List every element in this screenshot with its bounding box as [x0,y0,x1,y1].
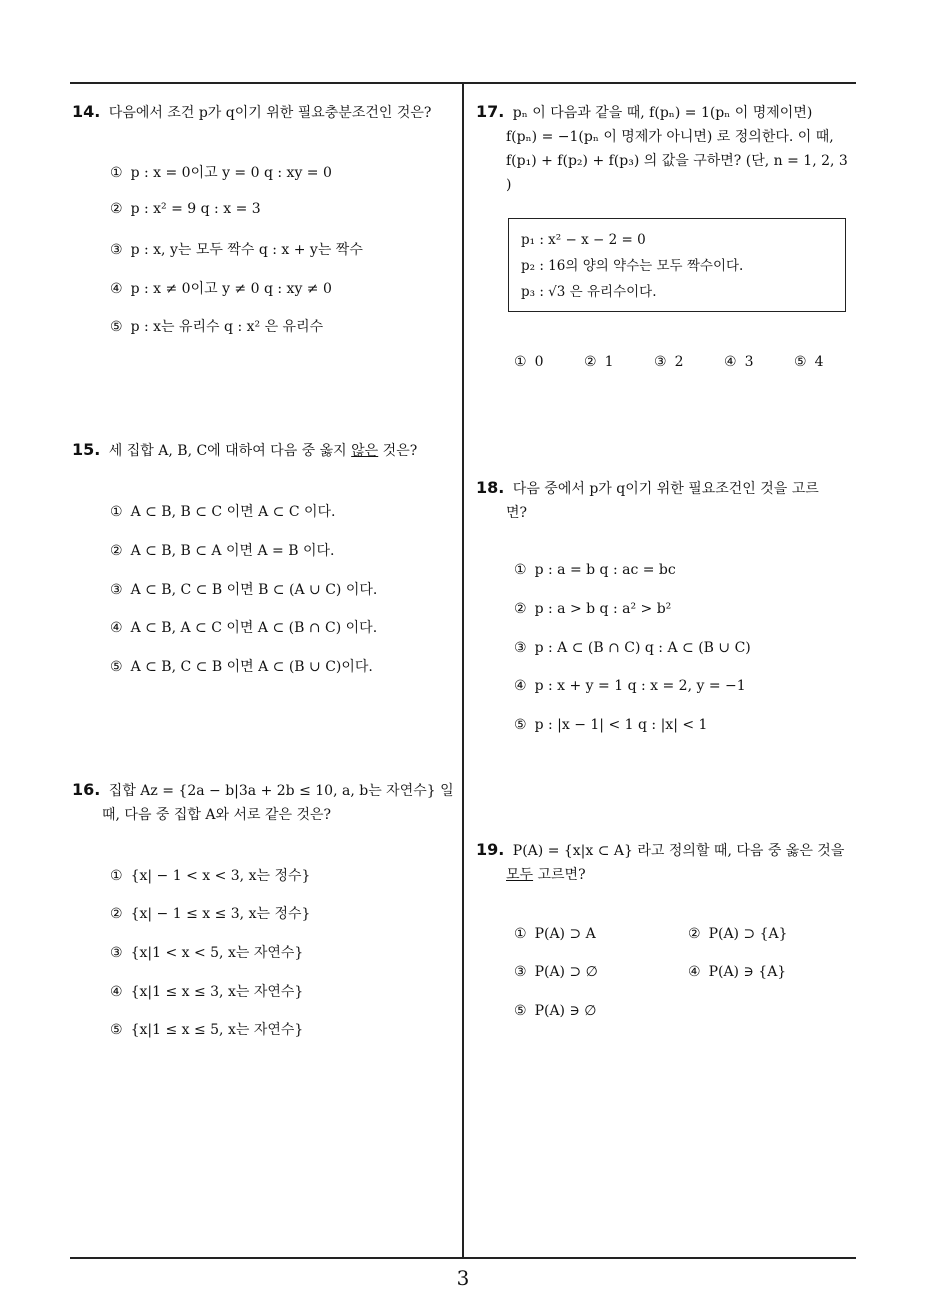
option-5[interactable] [110,316,323,336]
question-text: 다음 중에서 p가 q이기 위한 필요조건인 것을 고르 [512,481,819,497]
option-text: P(A) ∋ ∅ [534,1003,597,1019]
question-15 [72,438,456,688]
question-text: 다음에서 조건 p가 q이기 위한 필요충분조건인 것은? [108,105,432,121]
question-number: 18. [476,478,505,497]
option-mark: ① [514,354,527,370]
option-5[interactable] [110,1019,303,1039]
option-mark: ③ [514,964,527,980]
option-mark: ① [514,562,527,578]
option-text: p : |x − 1| < 1 q : |x| < 1 [534,717,708,733]
option-mark: ④ [110,984,123,1000]
option-mark: ③ [110,582,123,598]
option-text: A ⊂ B, B ⊂ A 이면 A = B 이다. [130,543,335,559]
option-text: 2 [674,354,684,370]
question-number: 14. [72,102,101,121]
option-2[interactable] [514,601,671,617]
option-1[interactable] [110,865,310,885]
option-2[interactable] [110,540,334,560]
question-18 [476,476,860,746]
question-number: 16. [72,780,101,799]
question-text: 면? [506,505,528,521]
option-5[interactable] [794,354,823,370]
option-mark: ④ [514,678,527,694]
option-mark: ④ [724,354,737,370]
option-mark: ⑤ [110,659,123,675]
option-mark: ② [110,201,123,217]
option-text: p : x + y = 1 q : x = 2, y = −1 [534,678,746,694]
option-2[interactable] [110,201,261,217]
option-mark: ① [110,504,123,520]
option-text: P(A) ∋ {A} [708,964,787,980]
option-mark: ② [110,906,123,922]
option-text: A ⊂ B, B ⊂ C 이면 A ⊂ C 이다. [130,504,336,520]
option-mark: ⑤ [514,1003,527,1019]
option-text: p : x ≠ 0이고 y ≠ 0 q : xy ≠ 0 [130,281,332,297]
proposition-box [508,218,846,312]
option-text: p : x는 유리수 q : x² 은 유리수 [130,319,324,335]
question-text: f(pₙ) = −1(pₙ 이 명제가 아니면) 로 정의한다. 이 때, [506,129,834,145]
option-text: A ⊂ B, C ⊂ B 이면 B ⊂ (A ∪ C) 이다. [130,582,378,598]
option-text: 1 [604,354,614,370]
option-3[interactable] [514,640,751,656]
option-text: {x| − 1 ≤ x ≤ 3, x는 정수} [130,906,311,922]
option-mark: ⑤ [110,319,123,335]
option-mark: ② [584,354,597,370]
option-text: P(A) ⊃ A [534,926,596,942]
question-17-header [476,100,860,197]
question-text: P(A) = {x|x ⊂ A} 라고 정의할 때, 다음 중 옳은 것을 [512,843,845,859]
underlined-word: 않은 [351,443,379,459]
option-mark: ④ [110,281,123,297]
option-text: {x|1 ≤ x ≤ 3, x는 자연수} [130,984,304,1000]
option-1[interactable] [110,162,332,182]
option-5[interactable] [110,656,373,676]
underlined-word: 모두 [506,867,534,883]
question-text: ) [506,177,512,193]
option-text: p : a = b q : ac = bc [534,562,676,578]
proposition-p1: p₁ : x² − x − 2 = 0 [521,232,646,248]
option-3[interactable] [514,964,598,980]
option-mark: ⑤ [110,1022,123,1038]
option-mark: ④ [110,620,123,636]
question-19 [476,838,860,1038]
option-4[interactable] [110,278,332,298]
question-text: pₙ 이 다음과 같을 때, f(pₙ) = 1(pₙ 이 명제이면) [512,105,813,121]
option-4[interactable] [724,354,753,370]
option-1[interactable] [514,562,676,578]
option-mark: ② [514,601,527,617]
question-14 [72,100,456,350]
option-1[interactable] [110,501,335,521]
question-text: 때, 다음 중 집합 A와 서로 같은 것은? [102,807,332,823]
option-1[interactable] [514,926,596,942]
option-mark: ① [514,926,527,942]
option-text: p : x² = 9 q : x = 3 [130,201,261,217]
option-mark: ④ [688,964,701,980]
question-text-part: 것은? [378,443,418,459]
option-text: p : x = 0이고 y = 0 q : xy = 0 [130,165,332,181]
option-text: {x|1 ≤ x ≤ 5, x는 자연수} [130,1022,304,1038]
option-mark: ① [110,165,123,181]
column-divider [462,82,464,1258]
option-text: 3 [744,354,754,370]
option-mark: ③ [654,354,667,370]
option-3[interactable] [110,942,303,962]
option-5[interactable] [514,717,707,733]
question-14-header [72,100,456,125]
option-mark: ① [110,868,123,884]
option-5[interactable] [514,1003,596,1019]
question-18-header [476,476,860,525]
question-text [109,443,417,459]
option-mark: ⑤ [794,354,807,370]
option-4[interactable] [110,617,377,637]
proposition-p3: p₃ : √3 은 유리수이다. [521,284,657,300]
proposition-p2: p₂ : 16의 양의 약수는 모두 짝수이다. [521,258,744,274]
bottom-rule [70,1257,856,1259]
option-4[interactable] [514,678,746,694]
option-text: P(A) ⊃ ∅ [534,964,598,980]
question-text-part: 세 집합 A, B, C에 대하여 다음 중 옳지 [108,443,352,459]
option-mark: ② [688,926,701,942]
question-text [476,863,860,887]
question-text: f(p₁) + f(p₂) + f(p₃) 의 값을 구하면? (단, n = 1, 2, 3 [506,153,848,169]
page-number: 3 [456,1266,470,1290]
option-text: A ⊂ B, C ⊂ B 이면 A ⊂ (B ∪ C)이다. [130,659,373,675]
option-4[interactable] [110,981,303,1001]
option-mark: ③ [110,242,123,258]
option-2[interactable] [584,354,613,370]
option-1[interactable] [514,354,543,370]
option-text: {x| − 1 < x < 3, x는 정수} [130,868,311,884]
option-4[interactable] [688,964,786,980]
option-3[interactable] [654,354,683,370]
option-text: p : A ⊂ (B ∩ C) q : A ⊂ (B ∪ C) [534,640,751,656]
option-text: p : x, y는 모두 짝수 q : x + y는 짝수 [130,242,363,258]
option-3[interactable] [110,239,363,259]
option-text: {x|1 < x < 5, x는 자연수} [130,945,304,961]
option-mark: ② [110,543,123,559]
option-text: 0 [534,354,544,370]
option-mark: ⑤ [514,717,527,733]
question-number: 17. [476,102,505,121]
option-text: P(A) ⊃ {A} [708,926,788,942]
question-16 [72,778,456,1048]
option-text: A ⊂ B, A ⊂ C 이면 A ⊂ (B ∩ C) 이다. [130,620,378,636]
option-3[interactable] [110,579,377,599]
question-text-part: 고르면? [533,867,586,883]
option-mark: ③ [514,640,527,656]
option-2[interactable] [688,926,788,942]
question-19-header [476,838,860,887]
question-number: 15. [72,440,101,459]
question-text: 집합 Az = {2a − b|3a + 2b ≤ 10, a, b는 자연수} 일 [108,783,454,799]
option-2[interactable] [110,903,310,923]
question-15-header [72,438,456,463]
question-16-header [72,778,456,827]
option-text: 4 [814,354,824,370]
question-number: 19. [476,840,505,859]
option-text: p : a > b q : a² > b² [534,601,672,617]
option-mark: ③ [110,945,123,961]
question-17 [476,100,860,390]
